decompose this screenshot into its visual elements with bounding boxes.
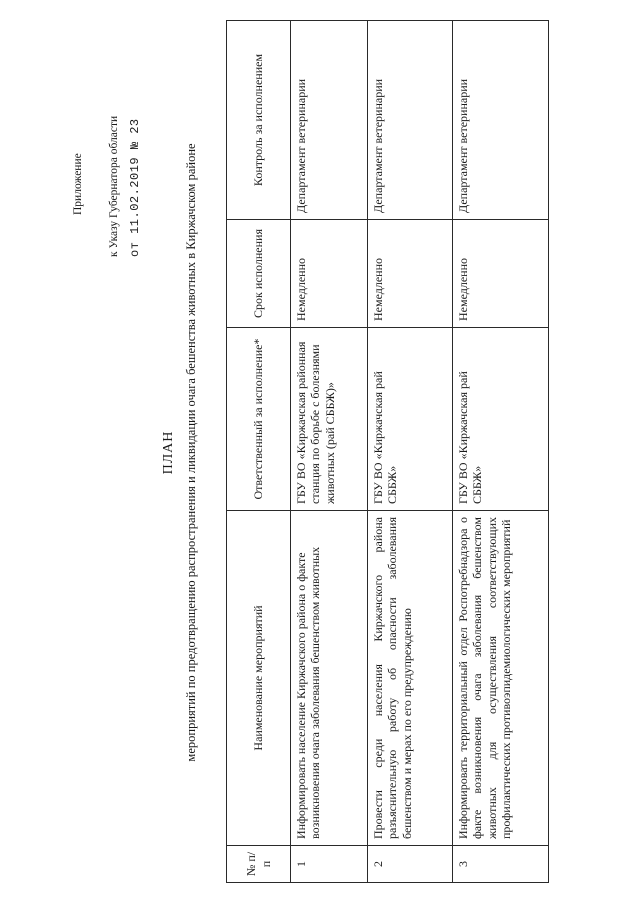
row-control: Департамент ветеринарии xyxy=(368,21,453,220)
table-row xyxy=(453,21,549,883)
appendix-title: Приложение xyxy=(72,153,84,215)
row-action: Информировать территориальный отдел Роспотребнадзора о факте возникновения очага заболевания бешенством животных для осуществления соответствующих профилактических противоэпидемиологических мероприятий xyxy=(453,511,549,846)
appendix-date-line: от 11.02.2019 № 23 xyxy=(128,118,142,257)
table-row xyxy=(291,21,368,883)
row-control: Департамент ветеринарии xyxy=(453,21,549,220)
appendix-reference: к Указу Губернатора области xyxy=(108,115,120,257)
plan-title: ПЛАН xyxy=(161,430,176,475)
header-responsible: Ответственный за исполнение* xyxy=(227,328,291,511)
row-responsible: ГБУ ВО «Киржачская рай СББЖ» xyxy=(368,328,453,511)
row-control: Департамент ветеринарии xyxy=(291,21,368,220)
header-deadline: Срок исполнения xyxy=(227,220,291,328)
row-number: 2 xyxy=(368,846,453,883)
header-control: Контроль за исполнением xyxy=(227,21,291,220)
plan-subtitle: мероприятий по предотвращению распространения и ликвидации очага бешенства животных в Киржачском районе xyxy=(184,143,198,762)
row-action: Провести среди населения Киржачского района разъяснительную работу об опасности заболевания бешенством и мерах по его предупреждению xyxy=(368,511,453,846)
row-responsible: ГБУ ВО «Киржачская рай СББЖ» xyxy=(453,328,549,511)
header-number: № п/п xyxy=(227,846,291,883)
table-row xyxy=(368,21,453,883)
row-action: Информировать население Киржачского района о факте возникновения очага заболевания бешенством животных xyxy=(291,511,368,846)
header-action: Наименование мероприятий xyxy=(227,511,291,846)
table-header-row xyxy=(227,21,291,883)
row-deadline: Немедленно xyxy=(453,220,549,328)
row-deadline: Немедленно xyxy=(368,220,453,328)
row-number: 1 xyxy=(291,846,368,883)
plan-table xyxy=(226,20,549,883)
row-deadline: Немедленно xyxy=(291,220,368,328)
row-number: 3 xyxy=(453,846,549,883)
row-responsible: ГБУ ВО «Киржачская районная станция по борьбе с болезнями животных (рай СББЖ)» xyxy=(291,328,368,511)
